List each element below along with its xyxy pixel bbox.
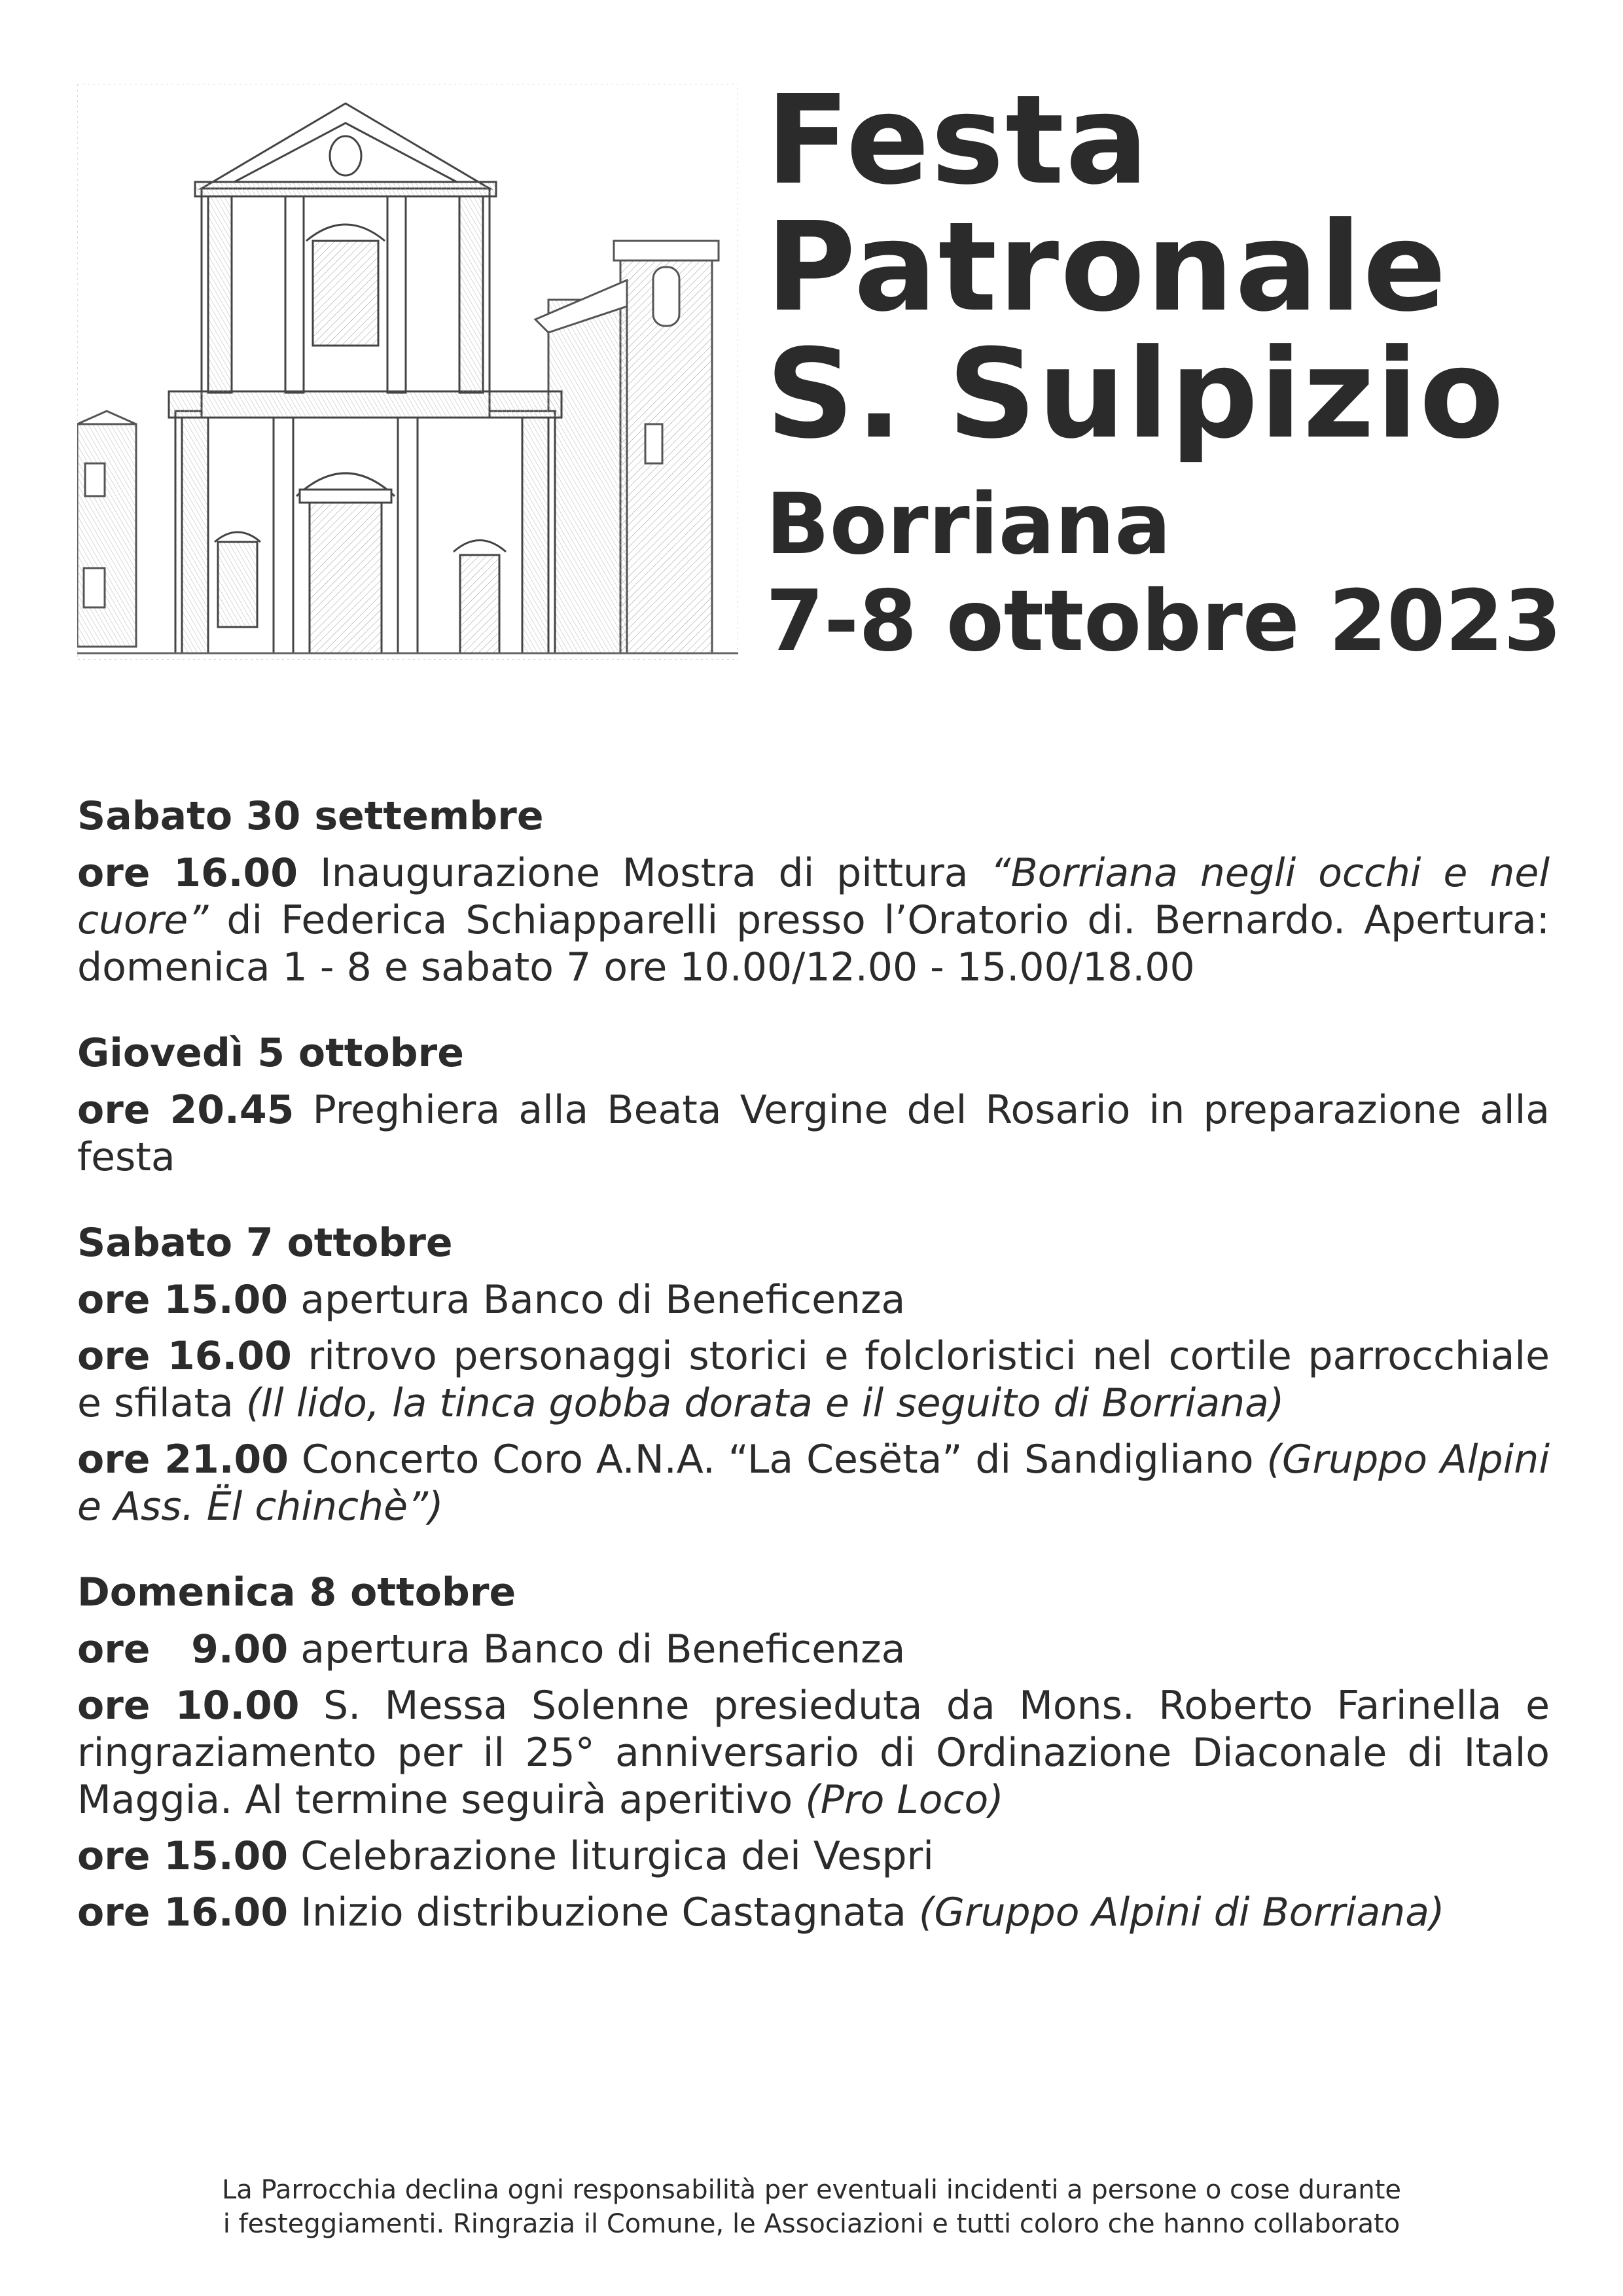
title-line-3: S. Sulpizio (766, 323, 1505, 466)
bell-tower (614, 241, 719, 653)
day-section (77, 1029, 1550, 1181)
entry-time: ore 16.00 (77, 1890, 289, 1935)
title-line-1: Festa (766, 69, 1150, 212)
entry-time: ore 20.45 (77, 1087, 294, 1133)
entry-note: (Gruppo Alpini e Ass. Ël chinchè”) (77, 1437, 1550, 1530)
entry-text: ritrovo personaggi storici e folcloristici nel cortile parrocchiale e sfilata (77, 1333, 1550, 1426)
entry-note: (Gruppo Alpini di Borriana) (918, 1890, 1445, 1935)
entry-text: Preghiera alla Beata Vergine del Rosario in preparazione alla festa (77, 1087, 1550, 1180)
program-entry (77, 1626, 1550, 1673)
entry-time: ore 15.00 (77, 1277, 289, 1323)
program-entry (77, 1436, 1550, 1530)
title-line-2: Patronale (766, 196, 1448, 339)
day-title: Sabato 30 settembre (77, 793, 544, 839)
program-entry (77, 1333, 1550, 1427)
entry-text: S. Messa Solenne presieduta da Mons. Roberto Farinella e ringraziamento per il 25° anniversario di Ordinazione Diaconale di Italo Maggia. Al termine seguirà aperitivo (77, 1683, 1550, 1823)
day-title: Giovedì 5 ottobre (77, 1030, 464, 1076)
entry-text: apertura Banco di Beneficenza (300, 1277, 906, 1323)
entry-time: ore 10.00 (77, 1683, 300, 1729)
church-illustration (77, 84, 738, 660)
footer-line-1: La Parrocchia declina ogni responsabilità per eventuali incidenti a persone o cose durante (221, 2175, 1401, 2205)
program-entry (77, 1086, 1550, 1181)
program-entry (77, 1833, 1550, 1880)
program-entry (77, 1276, 1550, 1323)
day-section (77, 1219, 1550, 1530)
event-dates: 7-8 ottobre 2023 (766, 573, 1562, 670)
program-entry (77, 850, 1550, 991)
footer-line-2: i festeggiamenti. Ringrazia il Comune, le Associazioni e tutti coloro che hanno collaborato (223, 2209, 1400, 2239)
program (77, 792, 1550, 1974)
entry-text: apertura Banco di Beneficenza (300, 1626, 906, 1672)
entry-note: “Borriana negli occhi e nel cuore” (77, 850, 1550, 943)
entry-note: (Il lido, la tinca gobba dorata e il seguito di Borriana) (245, 1380, 1285, 1426)
entry-note: (Pro Loco) (805, 1777, 1004, 1823)
day-section (77, 792, 1550, 991)
program-entry (77, 1682, 1550, 1823)
entry-time: ore 16.00 (77, 850, 298, 896)
entry-text-continued: di Federica Schiapparelli presso l’Oratorio di. Bernardo. Apertura: domenica 1 - 8 e sabato 7 ore 10.00/12.00 - 15.00/18.00 (77, 897, 1550, 990)
left-house (77, 411, 136, 647)
entry-text: Celebrazione liturgica dei Vespri (300, 1833, 934, 1879)
entry-time: ore 16.00 (77, 1333, 292, 1379)
entry-text: Inizio distribuzione Castagnata (300, 1890, 906, 1935)
entry-text: Inaugurazione Mostra di pittura (320, 850, 969, 896)
place-name: Borriana (766, 476, 1171, 573)
entry-time: ore 15.00 (77, 1833, 289, 1879)
footer-disclaimer (131, 2173, 1492, 2241)
entry-text: Concerto Coro A.N.A. “La Cesëta” di Sandigliano (301, 1437, 1254, 1482)
program-entry (77, 1889, 1550, 1936)
day-section (77, 1568, 1550, 1936)
day-title: Sabato 7 ottobre (77, 1220, 453, 1266)
day-title: Domenica 8 ottobre (77, 1570, 516, 1615)
entry-time: ore 21.00 (77, 1437, 289, 1482)
entry-time: ore 9.00 (77, 1626, 289, 1672)
title-block (766, 69, 1603, 670)
